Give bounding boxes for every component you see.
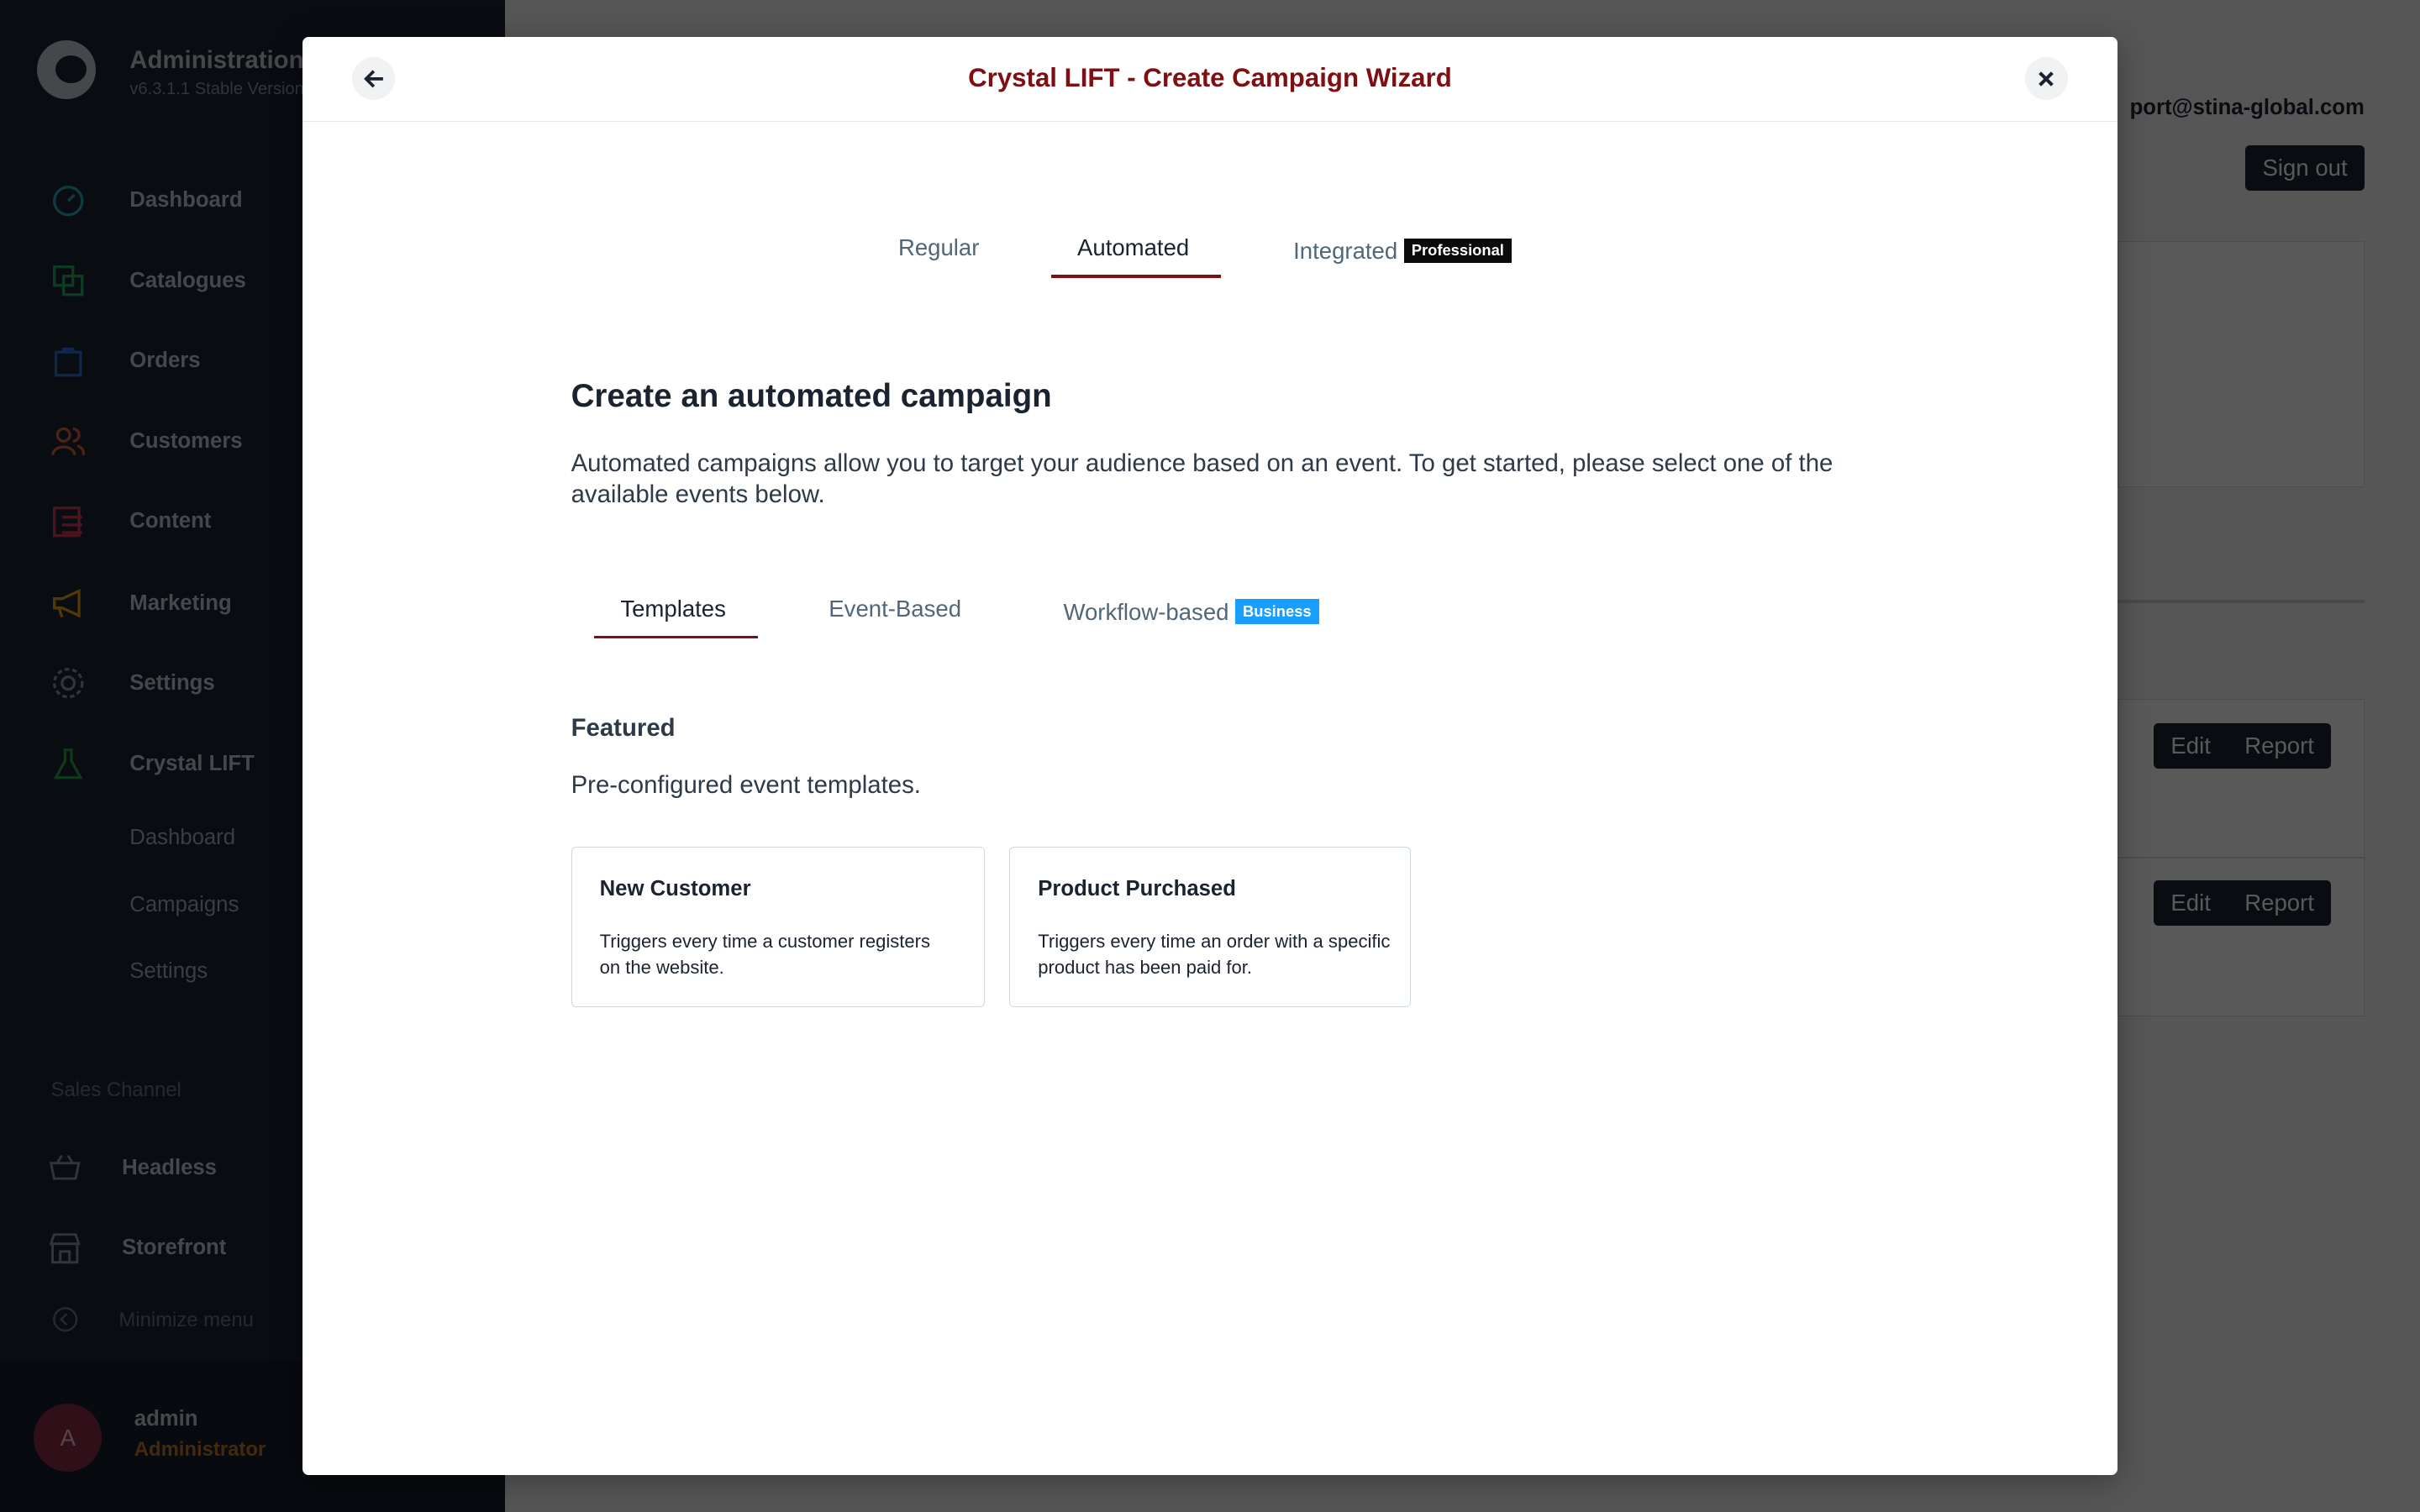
close-icon: [2037, 70, 2055, 88]
template-card-new-customer[interactable]: [571, 847, 985, 1007]
page-description: Automated campaigns allow you to target your audience based on an event. To get started, please select one of the available events below.: [571, 449, 1833, 509]
professional-badge: Professional: [1404, 239, 1512, 263]
tab-event-based[interactable]: Event-Based: [829, 595, 962, 622]
campaign-wizard-modal: [302, 37, 2118, 1475]
business-badge: Business: [1235, 599, 1319, 623]
template-card-title: New Customer: [599, 877, 751, 901]
template-card-description: Triggers every time a customer registers on the website.: [599, 930, 931, 979]
tab-automated[interactable]: Automated: [1077, 234, 1190, 261]
close-button[interactable]: [2025, 57, 2068, 100]
template-card-title: Product Purchased: [1038, 877, 1236, 901]
tab-regular[interactable]: Regular: [897, 234, 980, 261]
tab-templates[interactable]: Templates: [620, 595, 726, 622]
tab-label: Workflow-based: [1063, 598, 1229, 625]
tab-integrated[interactable]: [1293, 238, 1512, 265]
modal-title: Crystal LIFT - Create Campaign Wizard: [968, 63, 1452, 93]
tab-label: Integrated: [1293, 237, 1398, 264]
page-title: Create an automated campaign: [571, 377, 1052, 414]
tab-active-indicator: [1051, 275, 1221, 278]
tab-active-indicator: [594, 636, 758, 639]
featured-description: Pre-configured event templates.: [571, 771, 921, 800]
featured-heading: Featured: [571, 714, 676, 743]
template-card-description: Triggers every time an order with a specific product has been paid for.: [1038, 930, 1391, 979]
template-card-product-purchased[interactable]: [1009, 847, 1411, 1007]
tab-workflow-based[interactable]: [1063, 599, 1318, 626]
modal-header: [302, 37, 2118, 122]
